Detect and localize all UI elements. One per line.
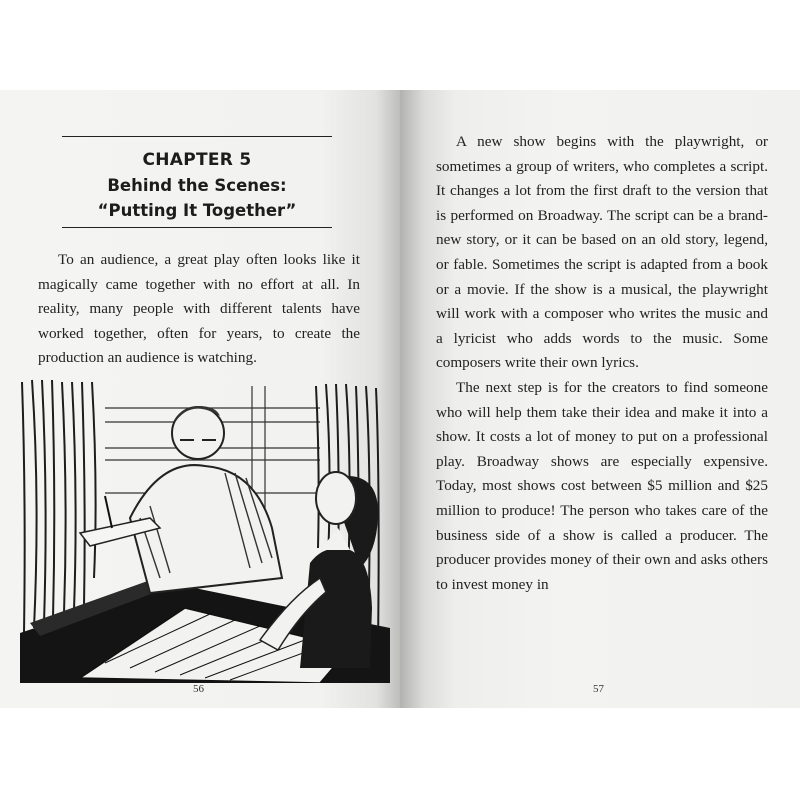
page-number-left: 56	[193, 683, 204, 695]
book-spread	[0, 90, 800, 708]
right-page-text	[436, 130, 768, 597]
left-page	[0, 90, 400, 708]
chapter-bottom-rule	[62, 227, 332, 228]
chapter-number: CHAPTER 5	[142, 150, 252, 170]
chapter-title-line1: Behind the Scenes:	[107, 176, 287, 195]
paragraph-playwright: A new show begins with the playwright, or sometimes a group of writers, who completes a script. It changes a lot from the first draft to the version that is performed on Broadway. The script can be a brand-new story, or it can be based on an old story, legend, or fable. Sometimes the script is adapted from a book or a movie. If the show is a musical, the playwright will work with a composer who writes the music and a lyricist who adds words to the music. Some composers write their own lyrics.	[436, 133, 768, 372]
chapter-heading	[62, 148, 332, 223]
page-number-right: 57	[593, 683, 604, 695]
piano-illustration	[20, 378, 390, 683]
chapter-title-line2: “Putting It Together”	[97, 201, 297, 220]
chapter-top-rule	[62, 136, 332, 137]
paragraph-producer: The next step is for the creators to find someone who will help them take their idea and make it into a show. It costs a lot of money to put on a professional play. Broadway shows are especially expensive. Today, most shows cost between $5 million and $25 million to produce! The person who takes care of the business side of a show is called a producer. The producer provides money of their own and asks others to invest money in	[436, 378, 768, 593]
intro-paragraph: To an audience, a great play often looks like it magically came together with no effort at all. In reality, many people with different talents have worked together, often for years, to create the production an audience is watching.	[38, 251, 360, 366]
